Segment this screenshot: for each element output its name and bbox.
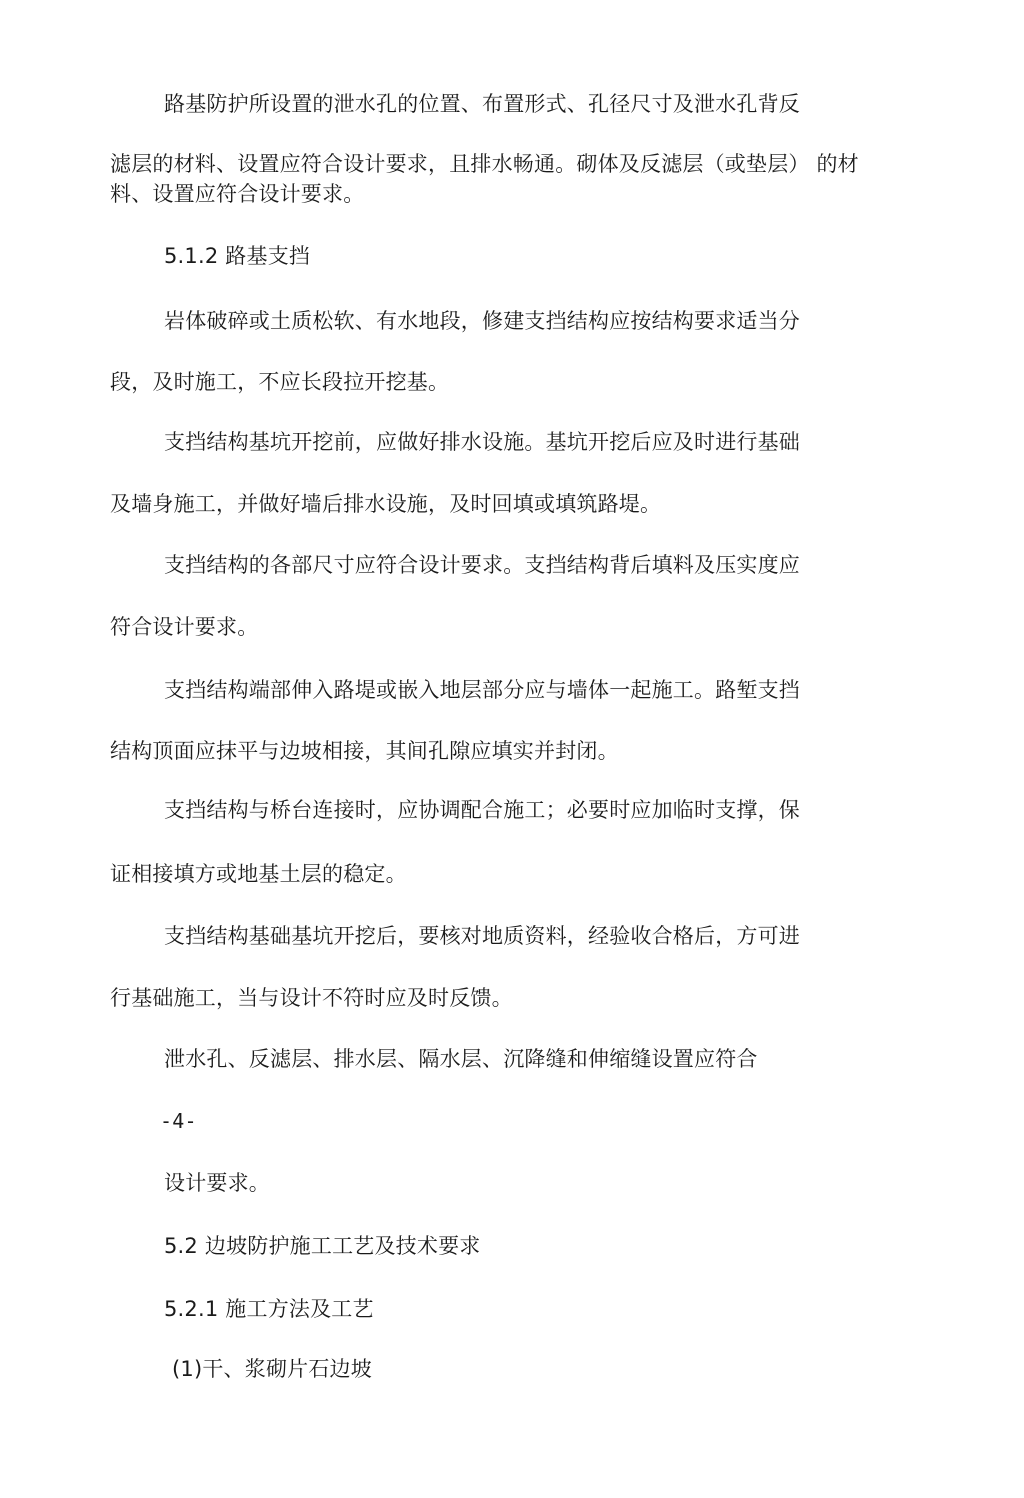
paragraph-line: 支挡结构端部伸入路堤或嵌入地层部分应与墙体一起施工。路堑支挡 (164, 678, 800, 702)
paragraph-line: 滤层的材料、设置应符合设计要求，且排水畅通。砌体及反滤层（或垫层） 的材 (110, 152, 859, 176)
paragraph-line: 支挡结构的各部尺寸应符合设计要求。支挡结构背后填料及压实度应 (164, 553, 800, 577)
paragraph-line: 段，及时施工，不应长段拉开挖基。 (110, 370, 450, 394)
paragraph-line: 料、设置应符合设计要求。 (110, 182, 365, 206)
section-heading-5-1-2: 5.1.2 路基支挡 (164, 244, 311, 268)
paragraph-line: 支挡结构与桥台连接时，应协调配合施工；必要时应加临时支撑，保 (164, 798, 800, 822)
paragraph-line: 路基防护所设置的泄水孔的位置、布置形式、孔径尺寸及泄水孔背反 (164, 92, 800, 116)
paragraph-line: 结构顶面应抹平与边坡相接，其间孔隙应填实并封闭。 (110, 739, 619, 763)
paragraph-line: 证相接填方或地基土层的稳定。 (110, 862, 407, 886)
paragraph-line: 岩体破碎或土质松软、有水地段，修建支挡结构应按结构要求适当分 (164, 309, 800, 333)
paragraph-line: 设计要求。 (164, 1171, 270, 1195)
paragraph-line: 符合设计要求。 (110, 615, 259, 639)
paragraph-line: 支挡结构基础基坑开挖后，要核对地质资料，经验收合格后，方可进 (164, 924, 800, 948)
list-item-heading: (1)干、浆砌片石边坡 (172, 1357, 372, 1381)
section-heading-5-2: 5.2 边坡防护施工工艺及技术要求 (164, 1234, 481, 1258)
paragraph-line: 行基础施工，当与设计不符时应及时反馈。 (110, 986, 513, 1010)
paragraph-line: 泄水孔、反滤层、排水层、隔水层、沉降缝和伸缩缝设置应符合 (164, 1047, 758, 1071)
paragraph-line: 支挡结构基坑开挖前，应做好排水设施。基坑开挖后应及时进行基础 (164, 430, 800, 454)
paragraph-line: 及墙身施工，并做好墙后排水设施，及时回填或填筑路堤。 (110, 492, 662, 516)
page-number: -4- (160, 1109, 197, 1133)
section-heading-5-2-1: 5.2.1 施工方法及工艺 (164, 1297, 374, 1321)
